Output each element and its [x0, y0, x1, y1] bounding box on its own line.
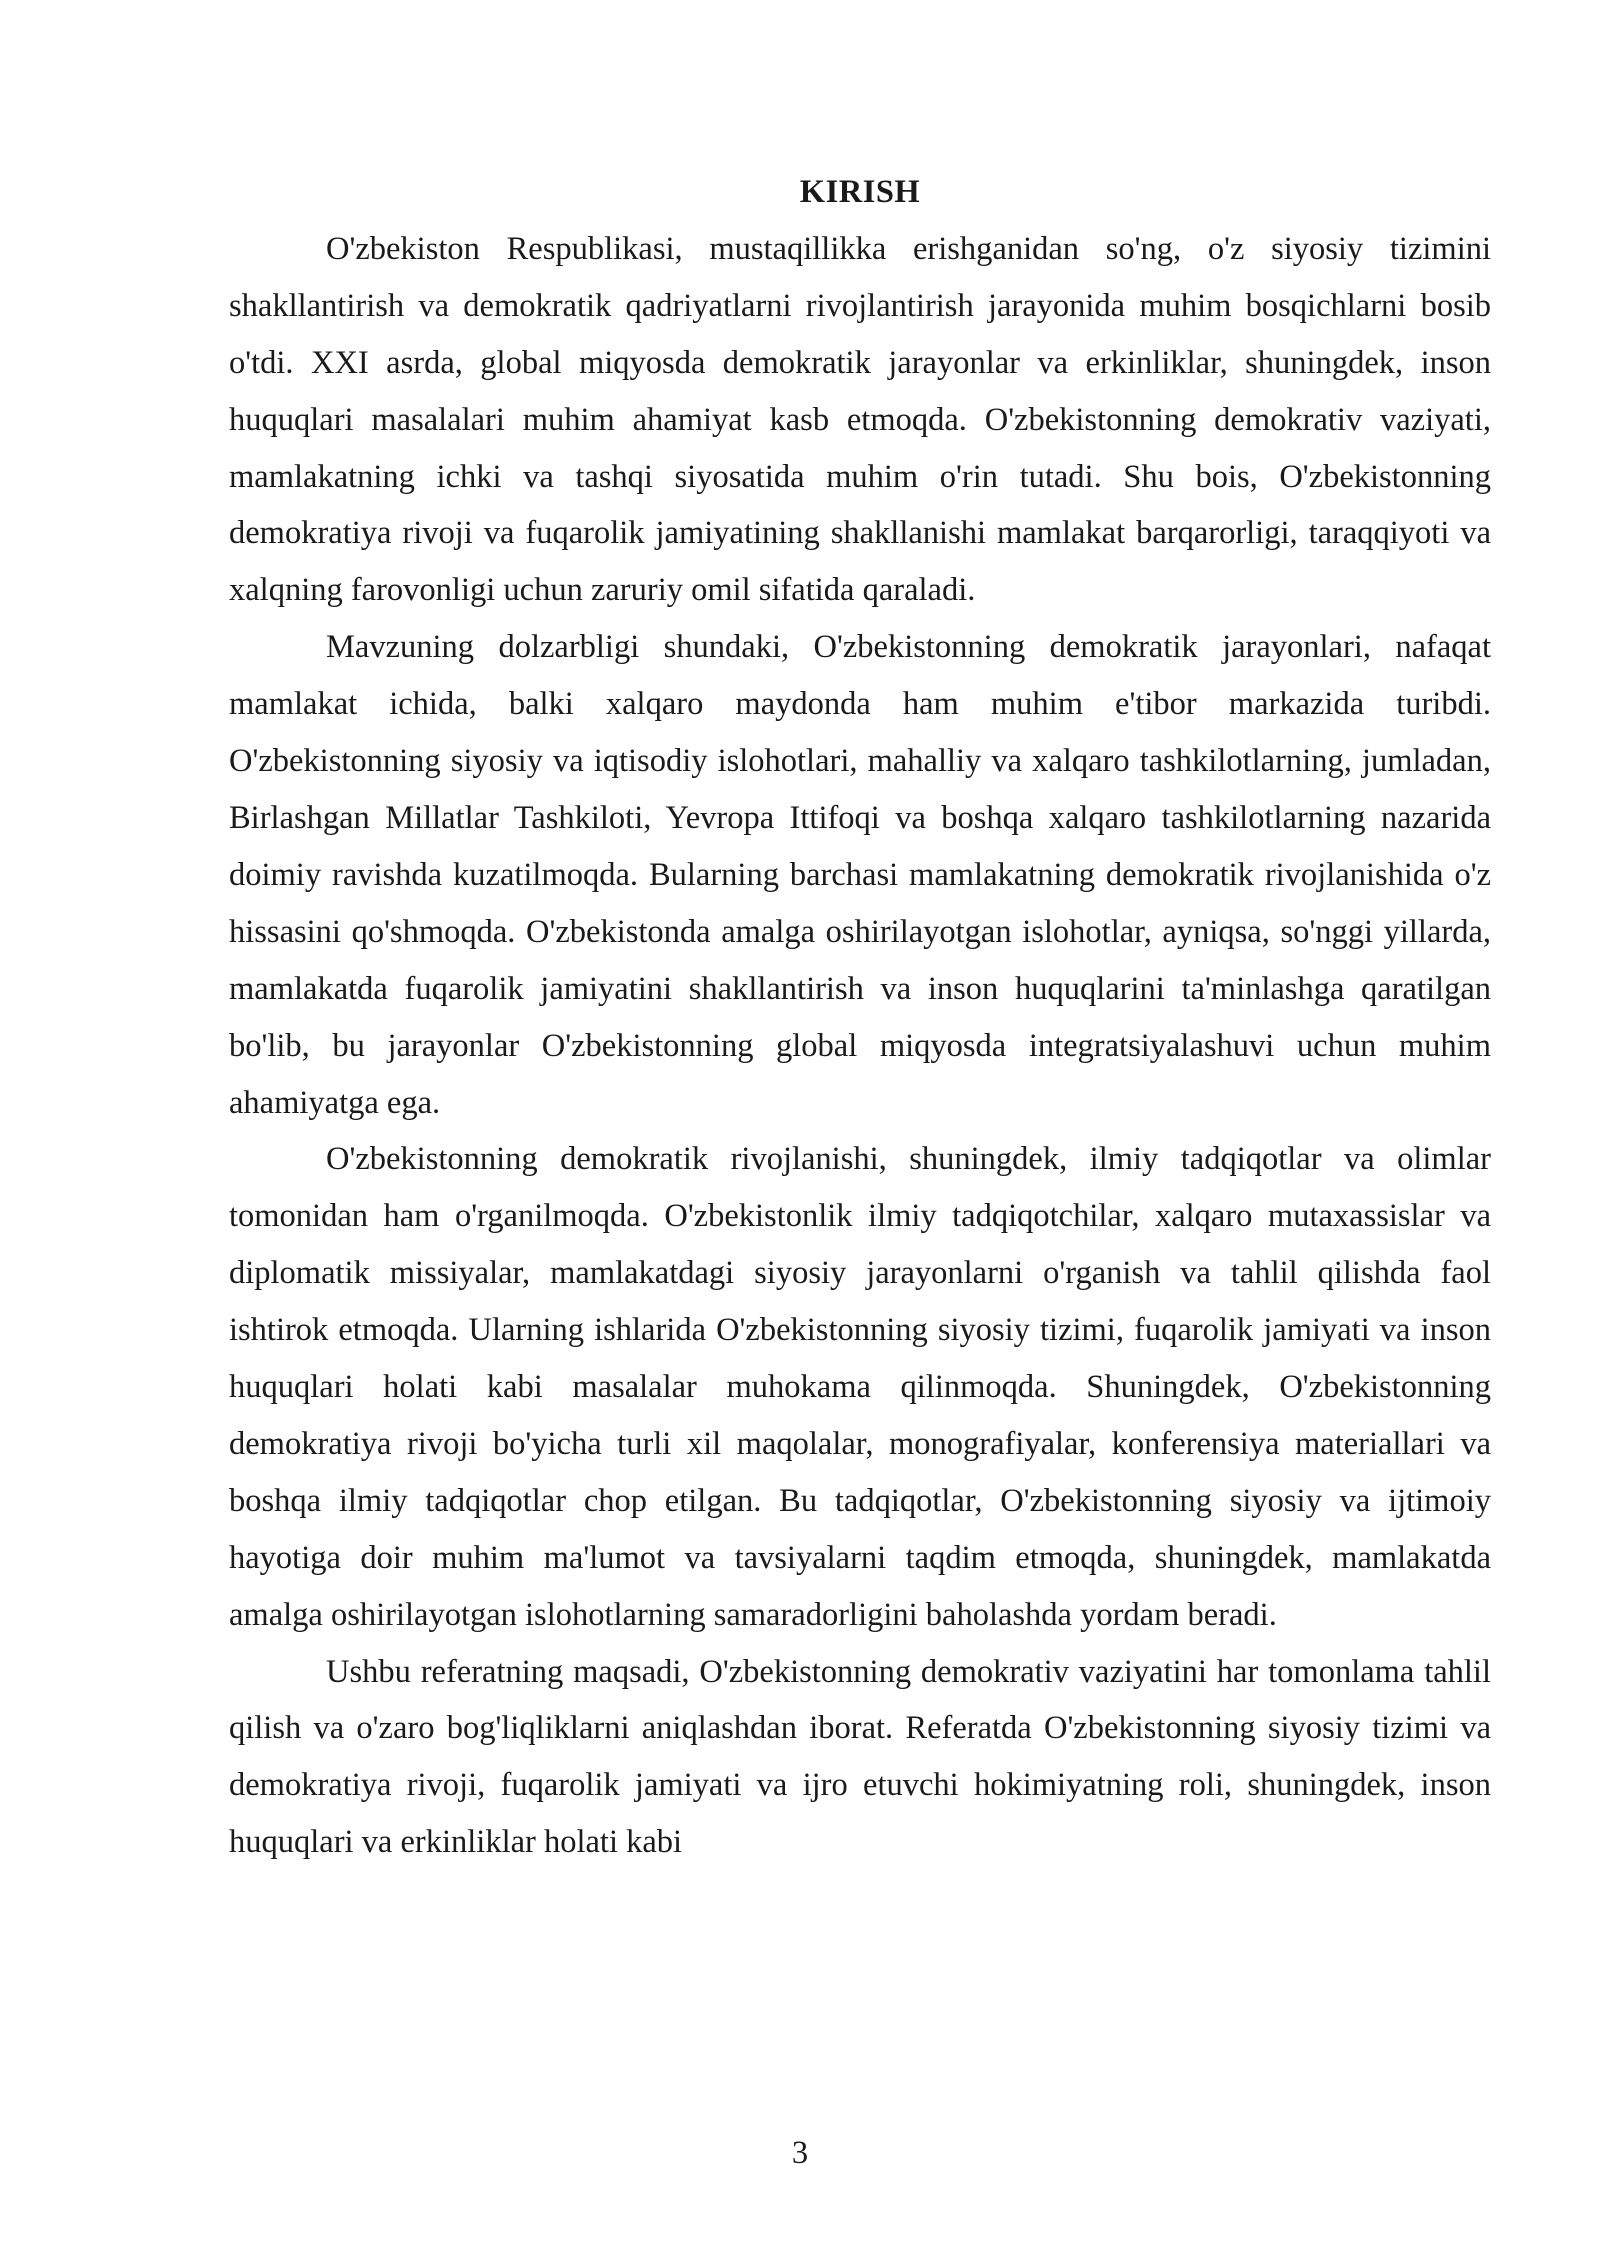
page-number: 3 [791, 2135, 809, 2171]
paragraph-intro: O'zbekiston Respublikasi, mustaqillikka erishganidan so'ng, o'z siyosiy tizimini shakllantirish va demokratik qadriyatlarni rivojlantirish jarayonida muhim bosqichlarni bosib o'tdi. XXI asrda, global miqyosda demokratik jarayonlar va erkinliklar, shuningdek, inson huquqlari masalalari muhim ahamiyat kasb etmoqda. O'zbekistonning demokrativ vaziyati, mamlakatning ichki va tashqi siyosatida muhim o'rin tutadi. Shu bois, O'zbekistonning demokratiya rivoji va fuqarolik jamiyatining shakllanishi mamlakat barqarorligi, taraqqiyoti va xalqning farovonligi uchun zaruriy omil sifatida qaraladi. [229, 230, 1491, 609]
paragraph-purpose: Ushbu referatning maqsadi, O'zbekistonning demokrativ vaziyatini har tomonlama tahlil qilish va o'zaro bog'liqliklarni aniqlashdan iborat. Referatda O'zbekistonning siyosiy tizimi va demokratiya rivoji, fuqarolik jamiyati va ijro etuvchi hokimiyatning roli, shuningdek, inson huquqlari va erkinliklar holati kabi [229, 1653, 1491, 1861]
section-title: KIRISH [799, 174, 921, 210]
page-content [229, 164, 1491, 1871]
paragraph-relevance: Mavzuning dolzarbligi shundaki, O'zbekistonning demokratik jarayonlari, nafaqat mamlakat ichida, balki xalqaro maydonda ham muhim e'tibor markazida turibdi. O'zbekistonning siyosiy va iqtisodiy islohotlari, mahalliy va xalqaro tashkilotlarning, jumladan, Birlashgan Millatlar Tashkiloti, Yevropa Ittifoqi va boshqa xalqaro tashkilotlarning nazarida doimiy ravishda kuzatilmoqda. Bularning barchasi mamlakatning demokratik rivojlanishida o'z hissasini qo'shmoqda. O'zbekistonda amalga oshirilayotgan islohotlar, ayniqsa, so'nggi yillarda, mamlakatda fuqarolik jamiyatini shakllantirish va inson huquqlarini ta'minlashga qaratilgan bo'lib, bu jarayonlar O'zbekistonning global miqyosda integratsiyalashuvi uchun muhim ahamiyatga ega. [229, 629, 1491, 1121]
paragraph-research: O'zbekistonning demokratik rivojlanishi, shuningdek, ilmiy tadqiqotlar va olimlar tomonidan ham o'rganilmoqda. O'zbekistonlik ilmiy tadqiqotchilar, xalqaro mutaxassislar va diplomatik missiyalar, mamlakatdagi siyosiy jarayonlarni o'rganish va tahlil qilishda faol ishtirok etmoqda. Ularning ishlarida O'zbekistonning siyosiy tizimi, fuqarolik jamiyati va inson huquqlari holati kabi masalalar muhokama qilinmoqda. Shuningdek, O'zbekistonning demokratiya rivoji bo'yicha turli xil maqolalar, monografiyalar, konferensiya materiallari va boshqa ilmiy tadqiqotlar chop etilgan. Bu tadqiqotlar, O'zbekistonning siyosiy va ijtimoiy hayotiga doir muhim ma'lumot va tavsiyalarni taqdim etmoqda, shuningdek, mamlakatda amalga oshirilayotgan islohotlarning samaradorligini baholashda yordam beradi. [229, 1141, 1491, 1633]
